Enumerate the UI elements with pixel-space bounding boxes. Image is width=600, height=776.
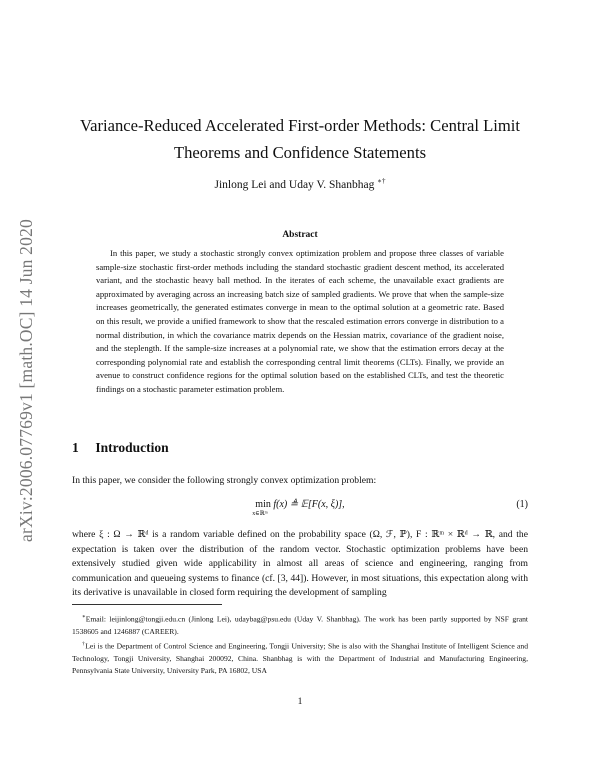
intro-sentence: In this paper, we consider the following strongly convex optimization problem:: [72, 475, 377, 486]
author-footnote-marks: ∗†: [377, 177, 386, 185]
authors: [60, 177, 540, 191]
author-names: Jinlong Lei and Uday V. Shanbhag: [214, 178, 375, 191]
paper-title: [60, 112, 540, 166]
equation-expression: f(x) ≜ 𝔼[F(x, ξ)],: [273, 499, 345, 510]
section-title: Introduction: [95, 440, 169, 455]
footnote-1: [72, 611, 528, 638]
abstract-text: In this paper, we study a stochastic strongly convex optimization problem and propose three classes of variable sample-size stochastic first-order methods including the standard stochastic gradient descent method, its accelerated variant, and the stochastic heavy ball method. In the iterates of each scheme, the unavailable exact gradients are approximated by averaging across an increasing batch size of sampled gradients. We prove that when the sample-size increases geometrically, the generated estimates converge in mean to the optimal solution at a geometric rate. Based on this result, we provide a unified framework to show that the rescaled estimation errors converge in distribution to a normal distribution, in which the covariance matrix depends on the Hessian matrix, covariance of the gradient noise, and the steplength. If the sample-size increases at a polynomial rate, we show that the estimation errors decay at the corresponding polynomial rate and establish the corresponding central limit theorems (CLTs). Finally, we provide an avenue to construct confidence regions for the optimal solution based on the established CLTs, and test the theoretic findings on a stochastic parameter estimation problem.: [96, 248, 504, 394]
section-heading: [72, 440, 169, 456]
footnote-1-mark: ∗: [82, 614, 86, 620]
equation-number: (1): [516, 499, 528, 510]
body-paragraph: where ξ : Ω → ℝᵈ is a random variable defined on the probability space (Ω, ℱ, ℙ), F : ℝᵐ × ℝᵈ → ℝ, and the expectation is taken over the distribution of the random vector. Stochastic optimization problems have been extensively studied given wide applicability in almost all areas of science and engineering, ranging from communication and queueing systems to finance (cf. [3, 44]). However, in most situations, this expectation along with its derivative is unavailable in closed form requiring the development of sampling: [72, 529, 528, 599]
abstract-heading: Abstract: [282, 230, 318, 240]
footnote-2-text: Lei is the Department of Control Science and Engineering, Tongji University; She is also with the Shanghai Institute of Intelligent Science and Technology, Tongji University, Shanghai 200092, China. Shanbhag is with the Department of Industrial and Manufacturing Engineering, Pennsylvania State University, University Park, PA 16802, USA: [72, 641, 529, 676]
footnote-1-text: Email: leijinlong@tongji.edu.cn (Jinlong Lei), udaybag@psu.edu (Uday V. Shanbhag). The work has been partly supported by NSF grant 1538605 and 1246887 (CAREER).: [72, 614, 528, 636]
title-line-2: Theorems and Confidence Statements: [173, 143, 427, 162]
min-subscript: x∈ℝᵐ: [252, 511, 268, 517]
footnote-2-mark: †: [82, 641, 86, 647]
equation-1: [72, 497, 528, 523]
page-number: 1: [297, 696, 303, 707]
title-line-1: Variance-Reduced Accelerated First-order Methods: Central Limit: [79, 116, 521, 135]
equation-body: [72, 499, 528, 517]
min-operator: min x∈ℝᵐ: [252, 499, 271, 517]
footnote-2: [72, 638, 528, 678]
arxiv-id: arXiv:2006.07769v1 [math.OC] 14 Jun 2020: [15, 218, 36, 542]
footnote-rule: [72, 604, 222, 605]
section-number: 1: [72, 440, 79, 455]
arxiv-sidebar-stamp: [10, 190, 42, 570]
